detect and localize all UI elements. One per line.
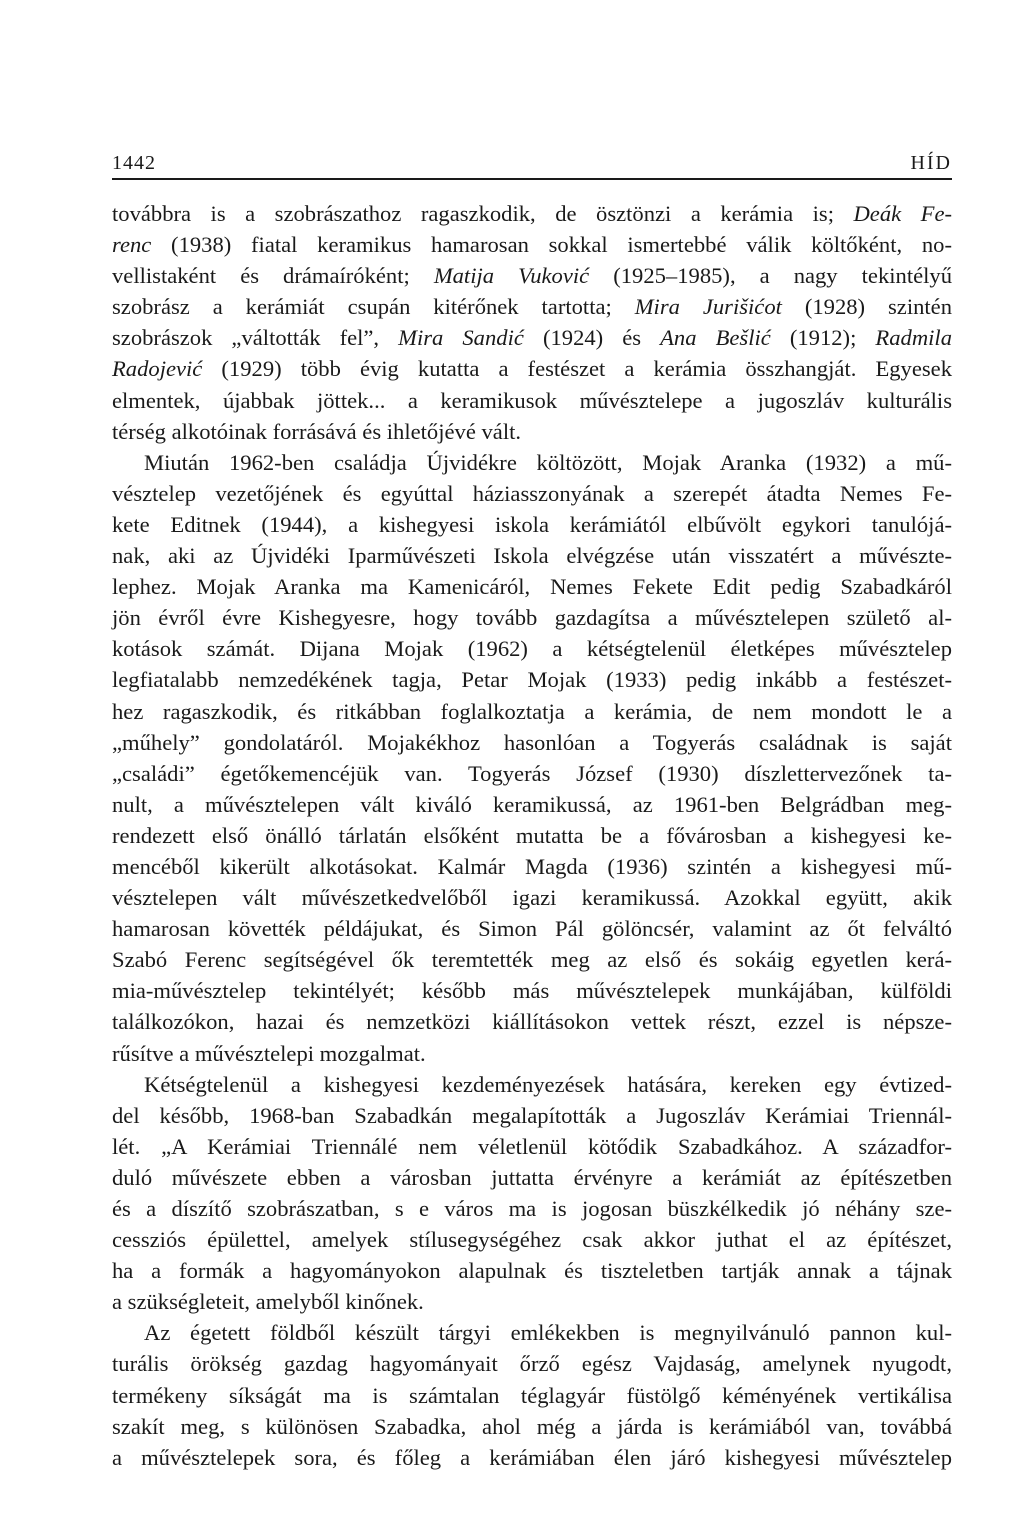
italic-name: Mira Sandić <box>398 325 524 351</box>
text-run: „családi” égetőkemencéjük van. Togyerás József (1930) díszlettervezőnek ta- <box>112 760 952 786</box>
text-line <box>112 447 952 478</box>
text-run: (1912); <box>770 325 876 351</box>
italic-name: Deák Fe- <box>853 201 953 226</box>
text-run: cessziós épülettel, amelyek stílusegységéhez csak akkor juthat el az építészet, <box>112 1227 952 1253</box>
text-line <box>112 1162 952 1193</box>
text-run: a szükségleteit, amelyből kinőnek. <box>112 1289 424 1315</box>
text-line <box>112 1069 952 1100</box>
running-head <box>112 148 952 180</box>
text-run: szobrász a kerámiát csupán kitérőnek tartotta; <box>112 294 635 320</box>
text-line <box>112 820 952 851</box>
text-run: szobrászok „váltották fel”, <box>112 325 399 351</box>
text-line <box>112 758 952 789</box>
text-line <box>112 1255 952 1286</box>
text-run: jön évről évre Kishegyesre, hogy tovább gazdagítsa a művésztelepen születő al- <box>112 605 952 631</box>
text-run: találkozókon, hazai és nemzetközi kiállításokon vettek részt, ezzel is népsze- <box>112 1009 952 1035</box>
paragraph <box>112 447 952 1069</box>
text-line <box>112 198 952 229</box>
text-line <box>112 1286 952 1317</box>
text-run: (1925–1985), a nagy tekintélyű <box>589 263 952 289</box>
italic-name: Radmila <box>875 325 952 351</box>
text-line <box>112 789 952 820</box>
text-line <box>112 322 952 353</box>
text-run: nak, aki az Újvidéki Iparművészeti Iskola elvégzése után visszatért a művészte- <box>112 543 952 569</box>
text-run: a művésztelepek sora, és főleg a kerámiában élen járó kishegyesi művésztelep <box>112 1444 952 1470</box>
text-line <box>112 1317 952 1348</box>
text-run: térség alkotóinak forrásává és ihletőjévé vált. <box>112 418 522 444</box>
text-run: duló művészete ebben a városban juttatta érvényre a kerámiát az építészetben <box>112 1164 952 1190</box>
text-run: Kétségtelenül a kishegyesi kezdeményezések hatására, kereken egy évtized- <box>144 1071 952 1097</box>
text-line <box>112 571 952 602</box>
text-line <box>112 696 952 727</box>
text-run: (1924) és <box>523 325 661 351</box>
text-run: „műhely” gondolatáról. Mojakékhoz hasonlóan a Togyerás családnak is saját <box>112 729 952 755</box>
text-line <box>112 385 952 416</box>
text-line <box>112 353 952 384</box>
text-line <box>112 664 952 695</box>
text-line <box>112 1224 952 1255</box>
text-run: legfiatalabb nemzedékének tagja, Petar Mojak (1933) pedig inkább a festészet- <box>112 667 952 693</box>
journal-title: HÍD <box>910 152 952 174</box>
text-run: (1928) szintén <box>781 294 953 320</box>
paragraph <box>112 1069 952 1318</box>
text-run: Szabó Ferenc segítségével ők teremtették meg az első és sokáig egyetlen kerá- <box>112 947 952 973</box>
text-line <box>112 1193 952 1224</box>
text-run: del később, 1968-ban Szabadkán megalapították a Jugoszláv Kerámiai Triennál- <box>112 1102 952 1128</box>
text-run: Miután 1962-ben családja Újvidékre költözött, Mojak Aranka (1932) a mű- <box>144 449 952 475</box>
text-line <box>112 1442 952 1473</box>
text-line <box>112 913 952 944</box>
text-line <box>112 975 952 1006</box>
text-line <box>112 478 952 509</box>
text-line <box>112 944 952 975</box>
text-run: hez ragaszkodik, és ritkábban foglalkoztatja a kerámia, de nem mondott le a <box>112 698 952 724</box>
text-line <box>112 851 952 882</box>
text-run: kotások számát. Dijana Mojak (1962) a kétségtelenül életképes művésztelep <box>112 636 952 662</box>
text-line <box>112 1038 952 1069</box>
paragraph <box>112 198 952 447</box>
text-run: vésztelepen vált művészetkedvelőből igazi keramikussá. Azokkal együtt, akik <box>112 885 952 911</box>
text-run: turális örökség gazdag hagyományait őrző egész Vajdaság, amelynek nyugodt, <box>112 1351 952 1377</box>
text-line <box>112 291 952 322</box>
text-run: vellistaként és drámaíróként; <box>112 263 434 289</box>
italic-name: Ana Bešlić <box>660 325 771 351</box>
text-run: Az égetett földből készült tárgyi emlékekben is megnyilvánuló pannon kul- <box>144 1320 952 1346</box>
text-run: hamarosan követték példájukat, és Simon Pál gölöncsér, valamint az őt felváltó <box>112 916 952 942</box>
text-line <box>112 1348 952 1379</box>
text-line <box>112 509 952 540</box>
text-line <box>112 1380 952 1411</box>
text-line <box>112 727 952 758</box>
text-line <box>112 416 952 447</box>
text-line <box>112 1100 952 1131</box>
text-line <box>112 540 952 571</box>
text-line <box>112 229 952 260</box>
text-line <box>112 882 952 913</box>
text-run: termékeny síkságát ma is számtalan téglagyár füstölgő kéményének vertikálisa <box>112 1382 952 1408</box>
text-run: szakít meg, s különösen Szabadka, ahol még a járda is kerámiából van, továbbá <box>112 1413 952 1439</box>
text-run: rűsítve a művésztelepi mozgalmat. <box>112 1040 426 1066</box>
italic-name: Matija Vuković <box>433 263 590 289</box>
text-line <box>112 1411 952 1442</box>
paragraph <box>112 1317 952 1472</box>
text-run: elmentek, újabbak jöttek... a keramikusok művésztelepe a jugoszláv kulturális <box>112 387 952 413</box>
text-run: kete Editnek (1944), a kishegyesi iskola kerámiától elbűvölt egykori tanulójá- <box>112 511 952 537</box>
text-run: ha a formák a hagyományokon alapulnak és tiszteletben tartják annak a tájnak <box>112 1258 952 1284</box>
text-line <box>112 633 952 664</box>
italic-name: renc <box>112 232 152 258</box>
italic-name: Mira Jurišićot <box>634 294 782 320</box>
text-run: mia-művésztelep tekintélyét; később más művésztelepek munkájában, külföldi <box>112 978 952 1004</box>
text-run: nult, a művésztelepen vált kiváló keramikussá, az 1961-ben Belgrádban meg- <box>112 791 952 817</box>
text-run: rendezett első önálló tárlatán elsőként mutatta be a fővárosban a kishegyesi ke- <box>112 822 952 848</box>
italic-name: Radojević <box>112 356 203 382</box>
text-run: továbbra is a szobrászathoz ragaszkodik, de ösztönzi a kerámia is; <box>112 201 854 226</box>
text-run: (1938) fiatal keramikus hamarosan sokkal ismertebbé válik költőként, no- <box>151 232 952 258</box>
text-run: és a díszítő szobrászatban, s e város ma is jogosan büszkélkedik jó néhány sze- <box>112 1196 952 1221</box>
text-line <box>112 260 952 291</box>
page-number: 1442 <box>112 152 156 174</box>
text-line <box>112 1131 952 1162</box>
text-run: (1929) több évig kutatta a festészet a kerámia összhangját. Egyesek <box>202 356 952 382</box>
text-run: lephez. Mojak Aranka ma Kamenicáról, Nemes Fekete Edit pedig Szabadkáról <box>112 574 952 600</box>
text-run: mencéből kikerült alkotásokat. Kalmár Magda (1936) szintén a kishegyesi mű- <box>112 853 952 879</box>
text-run: vésztelep vezetőjének és egyúttal háziasszonyának a szerepét átadta Nemes Fe- <box>112 480 952 506</box>
article-body <box>112 198 952 1473</box>
text-run: lét. „A Kerámiai Triennálé nem véletlenül kötődik Szabadkához. A századfor- <box>112 1133 952 1159</box>
text-line <box>112 1006 952 1037</box>
text-line <box>112 602 952 633</box>
